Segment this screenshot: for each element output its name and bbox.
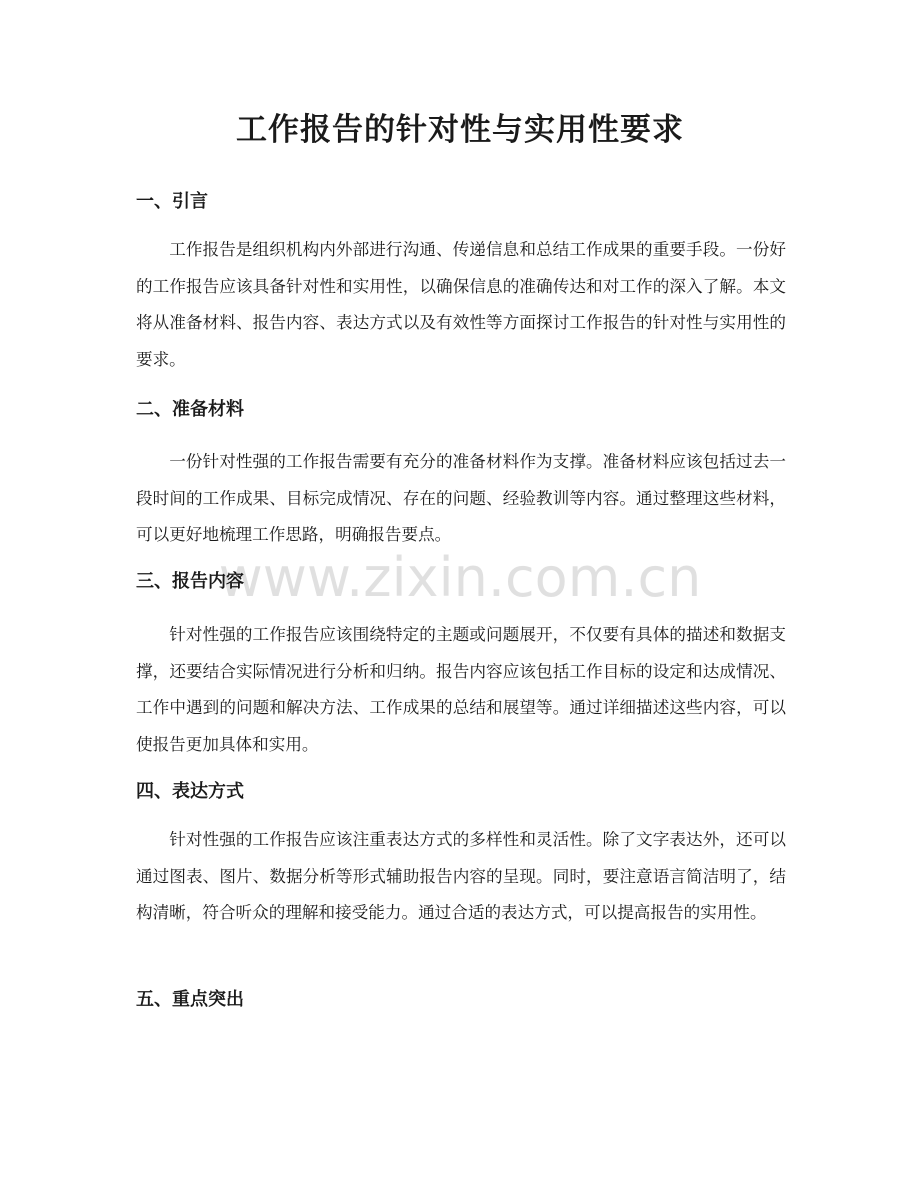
section-paragraph-preparation: 一份针对性强的工作报告需要有充分的准备材料作为支撑。准备材料应该包括过去一段时间的工作成果、目标完成情况、存在的问题、经验教训等内容。通过整理这些材料，可以更好地梳理工作思路，明确报告要点。 [136, 452, 786, 544]
section-heading-expression: 四、表达方式 [136, 781, 244, 802]
section-heading-highlights: 五、重点突出 [136, 989, 244, 1010]
section-heading-report-content: 三、报告内容 [136, 571, 244, 592]
section-heading-introduction: 一、引言 [136, 191, 208, 212]
section-paragraph-introduction: 工作报告是组织机构内外部进行沟通、传递信息和总结工作成果的重要手段。一份好的工作报告应该具备针对性和实用性，以确保信息的准确传达和对工作的深入了解。本文将从准备材料、报告内容、表达方式以及有效性等方面探讨工作报告的针对性与实用性的要求。 [136, 240, 786, 369]
section-paragraph-expression: 针对性强的工作报告应该注重表达方式的多样性和灵活性。除了文字表达外，还可以通过图表、图片、数据分析等形式辅助报告内容的呈现。同时，要注意语言简洁明了，结构清晰，符合听众的理解和接受能力。通过合适的表达方式，可以提高报告的实用性。 [136, 830, 786, 922]
section-paragraph-report-content: 针对性强的工作报告应该围绕特定的主题或问题展开，不仅要有具体的描述和数据支撑，还要结合实际情况进行分析和归纳。报告内容应该包括工作目标的设定和达成情况、工作中遇到的问题和解决方法、工作成果的总结和展望等。通过详细描述这些内容，可以使报告更加具体和实用。 [136, 625, 786, 754]
section-heading-preparation: 二、准备材料 [136, 399, 244, 420]
watermark: www.zixin.com.cn [218, 546, 702, 609]
document-title: 工作报告的针对性与实用性要求 [236, 112, 684, 148]
